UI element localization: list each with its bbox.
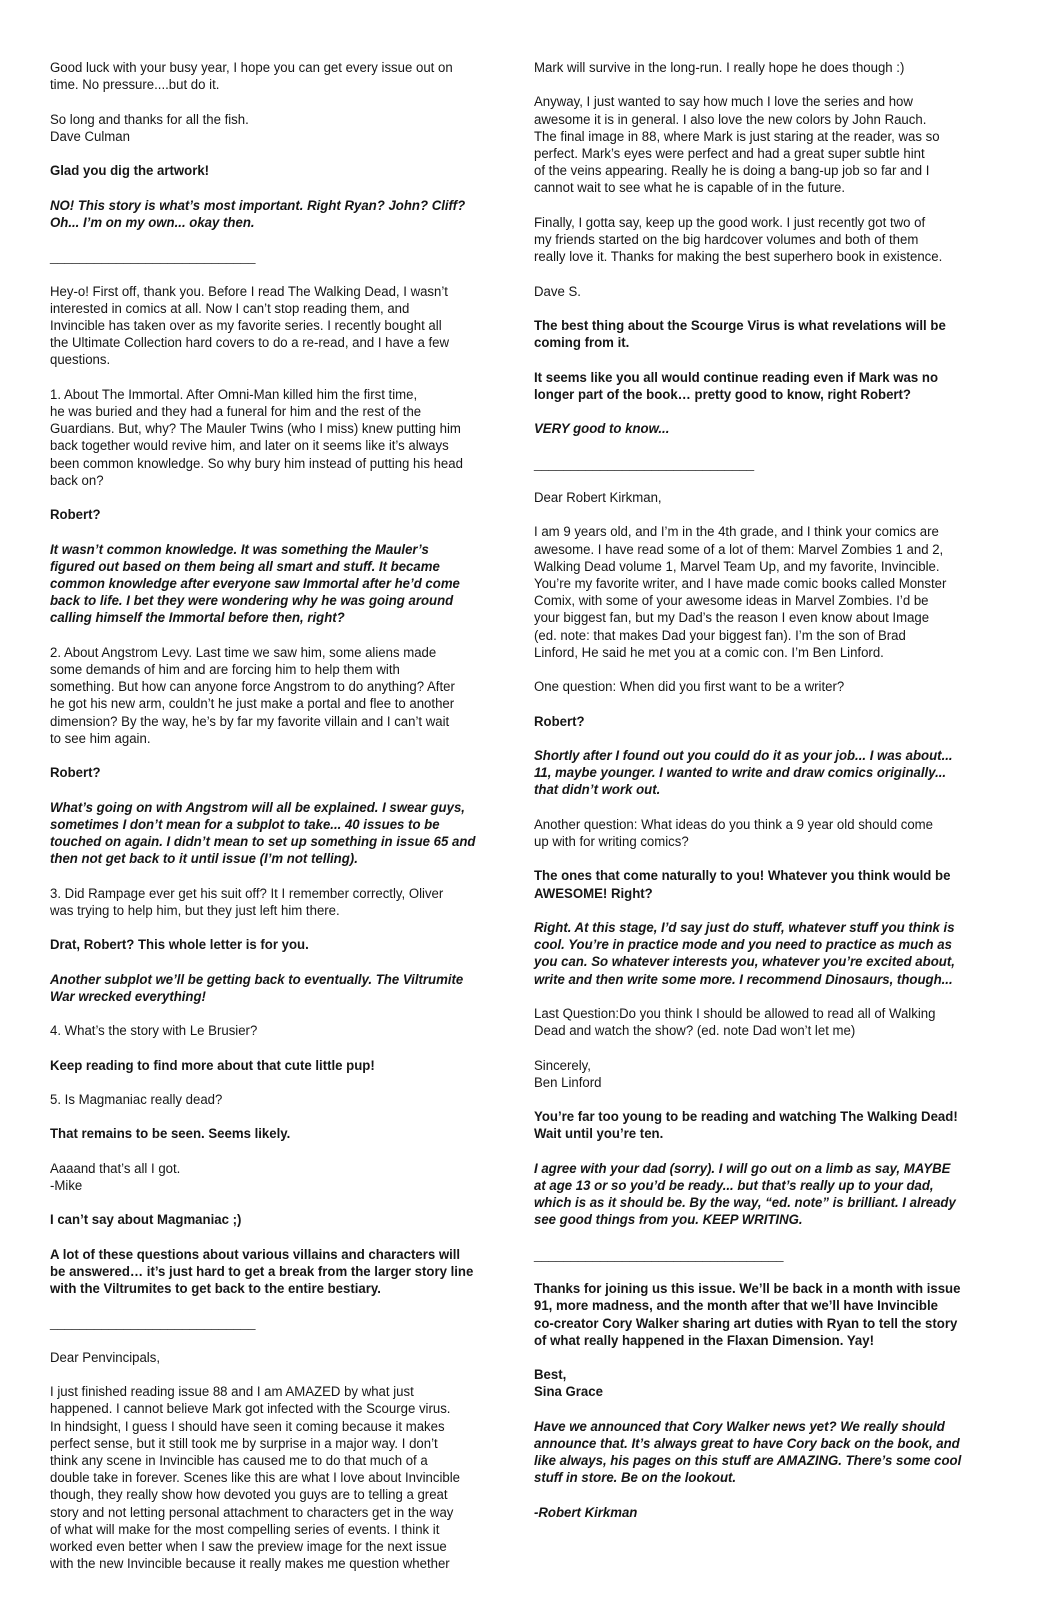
letter-paragraph: Dear Robert Kirkman, — [534, 489, 662, 506]
letter-paragraph: Anyway, I just wanted to say how much I love the series and how awesome it is in general. I also love the new colors by John Rauch. The final image in 88, where Mark is just staring at the reader, was so perfect. Mark’s eyes were perfect and had a great super subtle hint of the veins appearing. Really he is doing a bang-up job so far and I cannot wait to see what he is capable of in the future. — [534, 94, 940, 197]
editor-reply: It seems like you all would continue reading even if Mark was no longer part of the book… pretty good to know, right Robert? — [534, 369, 939, 403]
letter-paragraph: Finally, I gotta say, keep up the good work. I just recently got two of my friends started on the big hardcover volumes and both of them really love it. Thanks for making the best superhero book in existence. — [534, 214, 943, 266]
right-column — [534, 60, 992, 1539]
letter-paragraph: Last Question:Do you think I should be allowed to read all of Walking Dead and watch the show? (ed. note Dad won’t let me) — [534, 1005, 936, 1040]
editor-reply: Thanks for joining us this issue. We’ll be back in a month with issue 91, more madness, and the month after that we’ll have Invincible co-creator Cory Walker sharing art duties with Ryan to tell the story of what really happened in the Flaxan Dimension. Yay! — [534, 1281, 961, 1349]
letter-paragraph: One question: When did you first want to be a writer? — [534, 679, 845, 696]
editor-reply: Drat, Robert? This whole letter is for you. — [50, 937, 309, 954]
editor-reply: Best, Sina Grace — [534, 1367, 603, 1401]
editor-reply-italic: Shortly after I found out you could do it as your job... I was about... 11, maybe younger. I wanted to write and draw comics originally... that didn’t work out. — [534, 747, 953, 799]
editor-reply: That remains to be seen. Seems likely. — [50, 1126, 291, 1143]
editor-reply: You’re far too young to be reading and watching The Walking Dead! Wait until you’re ten. — [534, 1109, 958, 1143]
editor-reply-italic: NO! This story is what’s most important. Right Ryan? John? Cliff? Oh... I’m on my own... okay then. — [50, 197, 466, 231]
letter-paragraph: Mark will survive in the long-run. I really hope he does though :) — [534, 60, 905, 76]
letter-paragraph: 4. What’s the story with Le Brusier? — [50, 1023, 258, 1040]
editor-reply: A lot of these questions about various villains and characters will be answered… it’s just hard to get a break from the larger story line with the Viltrumites to get back to the entire bestiary. — [50, 1246, 474, 1298]
editor-reply: Glad you dig the artwork! — [50, 163, 210, 180]
editor-reply-italic: Right. At this stage, I’d say just do stuff, whatever stuff you think is cool. You’re in practice mode and you need to practice as much as you can. So whatever interests you, whatever you’re excited about, write and then write some more. I recommend Dinosaurs, though... — [534, 919, 955, 988]
letter-paragraph: Dave S. — [534, 283, 581, 300]
editor-reply-italic: -Robert Kirkman — [534, 1504, 638, 1521]
editor-reply: Keep reading to find more about that cute little pup! — [50, 1057, 375, 1074]
editor-reply-italic: Another subplot we’ll be getting back to eventually. The Viltrumite War wrecked everything! — [50, 971, 464, 1005]
letter-paragraph: Hey-o! First off, thank you. Before I read The Walking Dead, I wasn’t interested in comics at all. Now I can’t stop reading them, and Invincible has taken over as my favorite series. I recently bought all the Ultimate Collection hard covers to do a re-read, and I have a few questions. — [50, 283, 449, 369]
letter-paragraph: Aaaand that’s all I got. -Mike — [50, 1160, 181, 1194]
editor-reply-italic: Have we announced that Cory Walker news yet? We really should announce that. It’s always great to have Cory back on the book, and like always, his pages on this stuff are AMAZING. There’s some cool stuff in store. Be on the lookout. — [534, 1418, 962, 1487]
letter-paragraph: So long and thanks for all the fish. Dave Culman — [50, 111, 249, 145]
editor-reply-italic: What’s going on with Angstrom will all be explained. I swear guys, sometimes I don’t mean for a subplot to take... 40 issues to be touched on again. I didn’t mean to set up something in issue 65 and then not get back to it until issue (I’m not telling). — [50, 799, 476, 868]
left-column — [50, 60, 510, 1591]
letter-paragraph: Good luck with your busy year, I hope you can get every issue out on time. No pressure....but do it. — [50, 60, 453, 94]
letter-paragraph: 5. Is Magmaniac really dead? — [50, 1091, 223, 1108]
editor-reply: Robert? — [534, 713, 585, 730]
editor-reply-italic: It wasn’t common knowledge. It was something the Mauler’s figured out based on them being all smart and stuff. It became common knowledge after everyone saw Immortal after he’d come back to life. I bet they were wondering why he was going around calling himself the Immortal before then, right? — [50, 541, 460, 627]
editor-reply: Robert? — [50, 507, 101, 524]
editor-reply-italic: I agree with your dad (sorry). I will go out on a limb as say, MAYBE at age 13 or so you’d be ready... but that’s really up to your dad, which is as it should be. By the way, “ed. note” is brilliant. I already see good things from you. KEEP WRITING. — [534, 1160, 956, 1229]
editor-reply: The best thing about the Scourge Virus is what revelations will be coming from it. — [534, 317, 946, 352]
letter-paragraph: Another question: What ideas do you think a 9 year old should come up with for writing comics? — [534, 816, 934, 850]
letter-paragraph: I am 9 years old, and I’m in the 4th grade, and I think your comics are awesome. I have read some of a lot of them: Marvel Zombies 1 and 2, Walking Dead volume 1, Marvel Team Up, and my favorite, Invincible. You’re my favorite writer, and I have made comic books called Monster Comix, with some of your awesome ideas in Marvel Zombies. I’d be your biggest fan, but my Dad’s the reason I even know about Image (ed. note: that makes Dad your biggest fan). I’m the son of Brad Linford, He said he met you at a comic con. I’m Ben Linford. — [534, 524, 947, 661]
letter-paragraph: I just finished reading issue 88 and I am AMAZED by what just happened. I cannot believe Mark got infected with the Scourge virus. In hindsight, I guess I should have seen it coming because it makes perfect sense, but it still took me by surprise in a major way. I don’t think any scene in Invincible has caused me to do that much of a double take in forever. Scenes like this are what I love about Invincible though, they really show how devoted you guys are to telling a great story and not letting personal attachment to characters get in the way of what will make for the most compelling series of events. I think it worked even better when I saw the preview image for the next issue with the new Invincible because it really makes me question whether — [50, 1384, 460, 1573]
letter-paragraph: Dear Penvincipals, — [50, 1349, 161, 1366]
section-divider: __________________________________ — [534, 1246, 784, 1263]
editor-reply: I can’t say about Magmaniac ;) — [50, 1212, 242, 1229]
section-divider: ____________________________ — [50, 1315, 256, 1332]
letter-paragraph: Sincerely, Ben Linford — [534, 1057, 602, 1091]
editor-reply-italic: VERY good to know... — [534, 421, 670, 438]
editor-reply: The ones that come naturally to you! Whatever you think would be AWESOME! Right? — [534, 868, 951, 902]
letter-paragraph: 1. About The Immortal. After Omni-Man killed him the first time, he was buried and they had a funeral for him and the rest of the Guardians. But, why? The Mauler Twins (who I miss) knew putting him back together would revive him, and later on it seems like it’s always been common knowledge. So why bury him instead of putting his head back on? — [50, 386, 463, 489]
letter-paragraph: 2. About Angstrom Levy. Last time we saw him, some aliens made some demands of him and are forcing him to help them with something. But how can anyone force Angstrom to do anything? After he got his new arm, couldn’t he just make a portal and flee to another dimension? By the way, he’s by far my favorite villain and I can’t wait to see him again. — [50, 644, 455, 747]
section-divider: ______________________________ — [534, 455, 755, 472]
editor-reply: Robert? — [50, 765, 101, 782]
letter-paragraph: 3. Did Rampage ever get his suit off? It I remember correctly, Oliver was trying to help him, but they just left him there. — [50, 885, 444, 919]
section-divider: ____________________________ — [50, 249, 256, 266]
